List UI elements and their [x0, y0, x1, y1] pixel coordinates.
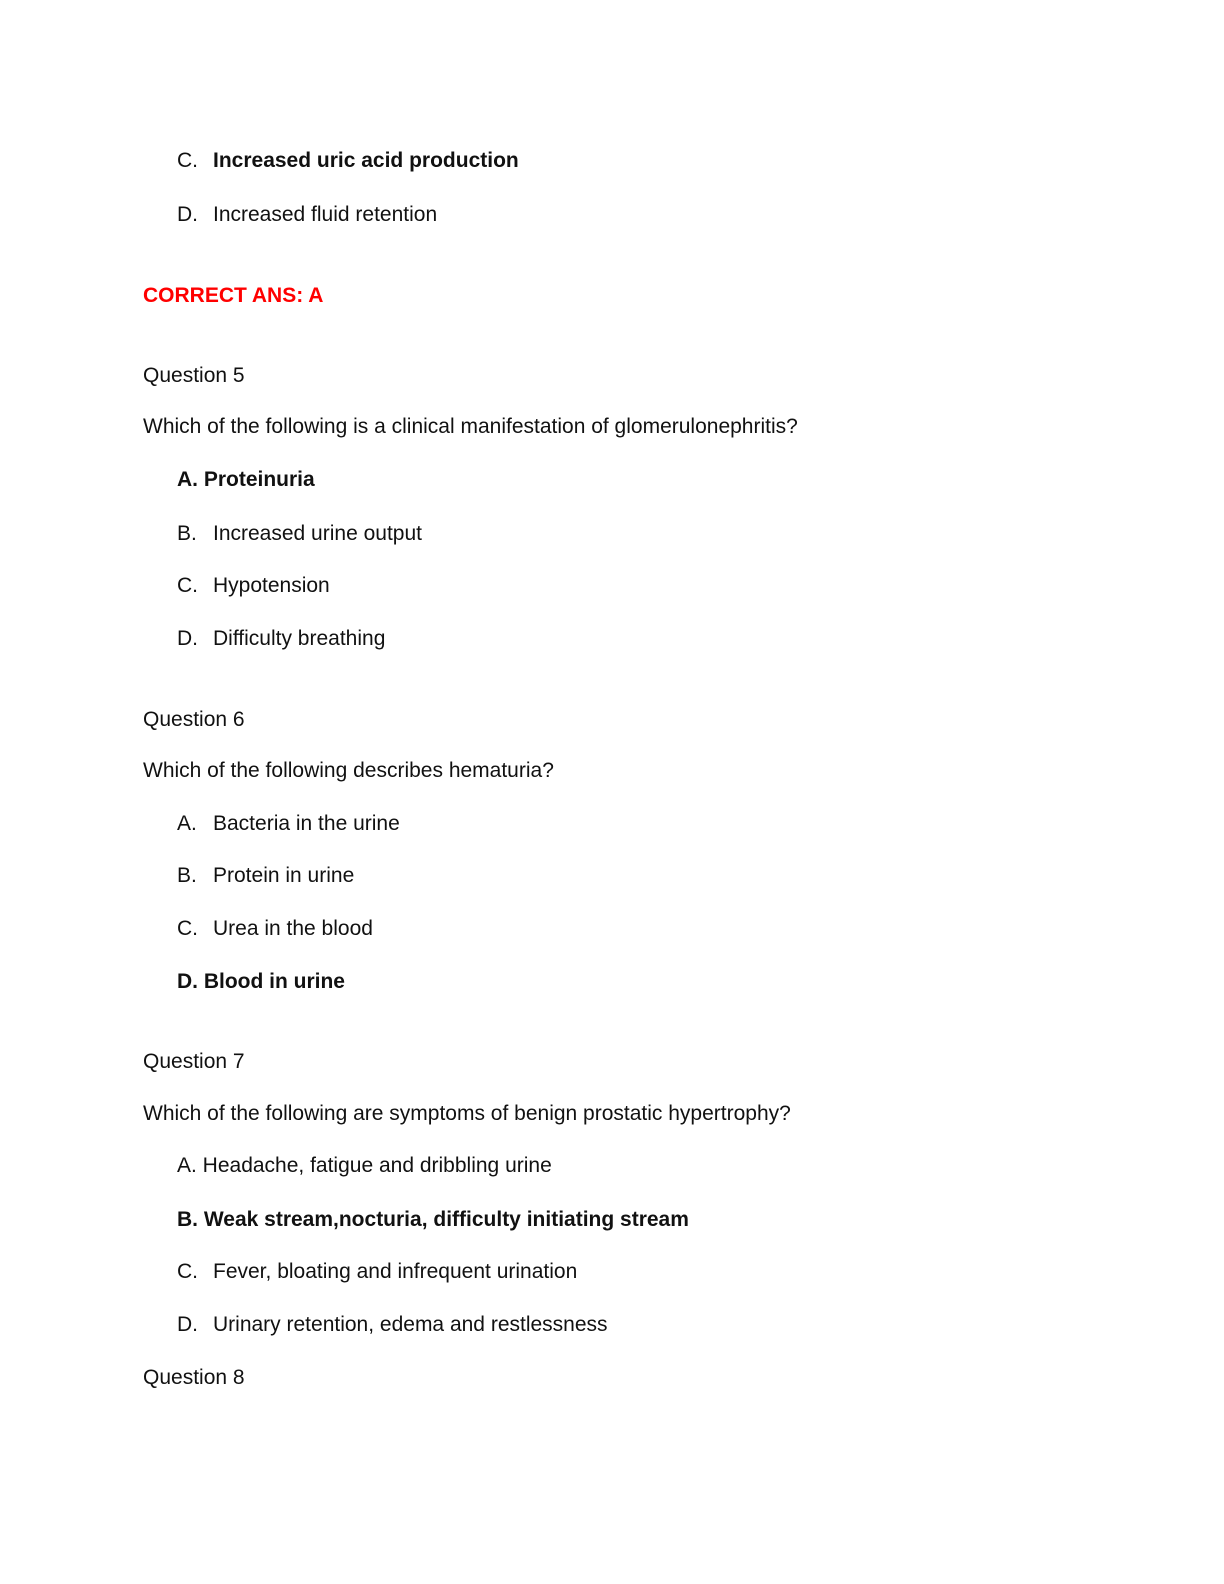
question-label: Question 6	[143, 708, 245, 731]
question-prompt: Which of the following is a clinical manifestation of glomerulonephritis?	[143, 415, 798, 438]
option-letter: C.	[177, 1260, 198, 1283]
question-label: Question 8	[143, 1366, 245, 1389]
answer-option-correct: D. Blood in urine	[177, 970, 345, 993]
option-text: Increased urine output	[213, 522, 422, 545]
question-label: Question 5	[143, 364, 245, 387]
option-text: Protein in urine	[213, 864, 355, 887]
answer-option-correct: A. Proteinuria	[177, 468, 315, 491]
option-text: Bacteria in the urine	[213, 812, 400, 835]
option-letter: A.	[177, 812, 197, 835]
option-letter: C.	[177, 149, 198, 172]
option-text: Urea in the blood	[213, 917, 373, 940]
option-letter: D.	[177, 627, 198, 650]
option-text-correct: Increased uric acid production	[213, 149, 519, 172]
option-letter: B.	[177, 864, 197, 887]
option-text: Difficulty breathing	[213, 627, 386, 650]
option-letter: D.	[177, 203, 198, 226]
option-text: Urinary retention, edema and restlessness	[213, 1313, 608, 1336]
correct-answer: CORRECT ANS: A	[143, 284, 324, 307]
answer-option-correct: B. Weak stream,nocturia, difficulty initiating stream	[177, 1208, 689, 1231]
question-prompt: Which of the following are symptoms of benign prostatic hypertrophy?	[143, 1102, 791, 1125]
question-label: Question 7	[143, 1050, 245, 1073]
question-prompt: Which of the following describes hematuria?	[143, 759, 554, 782]
option-text: Increased fluid retention	[213, 203, 438, 226]
option-letter: D.	[177, 1313, 198, 1336]
option-text: Fever, bloating and infrequent urination	[213, 1260, 578, 1283]
option-letter: C.	[177, 574, 198, 597]
option-letter: B.	[177, 522, 197, 545]
option-text: Hypotension	[213, 574, 330, 597]
option-letter: C.	[177, 917, 198, 940]
option-text: A. Headache, fatigue and dribbling urine	[177, 1154, 552, 1177]
